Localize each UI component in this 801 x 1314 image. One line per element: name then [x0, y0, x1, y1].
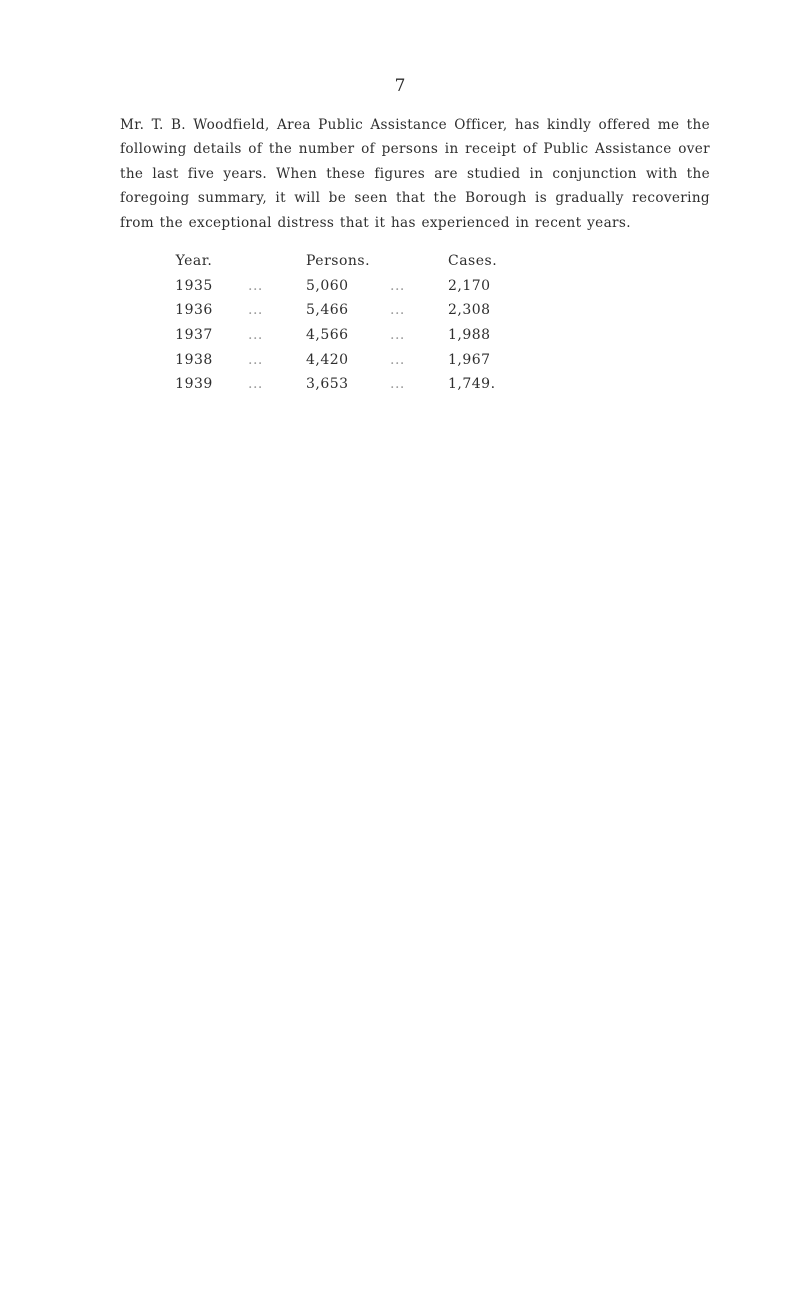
row-persons: 5,466	[306, 302, 349, 319]
row-cases: 2,308	[448, 302, 491, 319]
page-number: 7	[394, 76, 407, 96]
dot-leader: ...	[248, 327, 263, 344]
dot-leader: ...	[390, 327, 405, 344]
intro-paragraph: Mr. T. B. Woodfield, Area Public Assistance Officer, has kindly offered me the following details of the number of persons in receipt of Public Assistance over the last five years. When these figures are studied in conjunction with the foregoing summary, it will be seen that the Borough is gradually recovering from the exceptional distress that it has experienced in recent years.	[120, 117, 710, 231]
dot-leader: ...	[390, 351, 405, 368]
row-persons: 4,420	[306, 351, 349, 368]
table-header-row	[140, 249, 598, 274]
row-year: 1937	[175, 327, 213, 344]
table-row	[140, 274, 598, 299]
public-assistance-table	[140, 249, 598, 397]
dot-leader: ...	[390, 376, 405, 393]
dot-leader: ...	[248, 277, 263, 294]
dot-leader: ...	[248, 351, 263, 368]
table-row	[140, 347, 598, 372]
row-year: 1935	[175, 277, 213, 294]
row-cases: 1,967	[448, 351, 491, 368]
dot-leader: ...	[390, 277, 405, 294]
table-row	[140, 372, 598, 397]
dot-leader: ...	[248, 376, 263, 393]
row-persons: 5,060	[306, 277, 349, 294]
row-year: 1936	[175, 302, 213, 319]
dot-leader: ...	[248, 302, 263, 319]
dot-leader: ...	[390, 302, 405, 319]
header-cases: Cases.	[448, 253, 498, 270]
row-persons: 3,653	[306, 376, 349, 393]
table-row	[140, 323, 598, 348]
row-persons: 4,566	[306, 327, 349, 344]
header-year: Year.	[175, 253, 213, 270]
header-persons: Persons.	[306, 253, 371, 270]
row-cases: 1,749.	[448, 376, 496, 393]
table-row	[140, 298, 598, 323]
row-cases: 2,170	[448, 277, 491, 294]
row-year: 1938	[175, 351, 213, 368]
row-cases: 1,988	[448, 327, 491, 344]
row-year: 1939	[175, 376, 213, 393]
